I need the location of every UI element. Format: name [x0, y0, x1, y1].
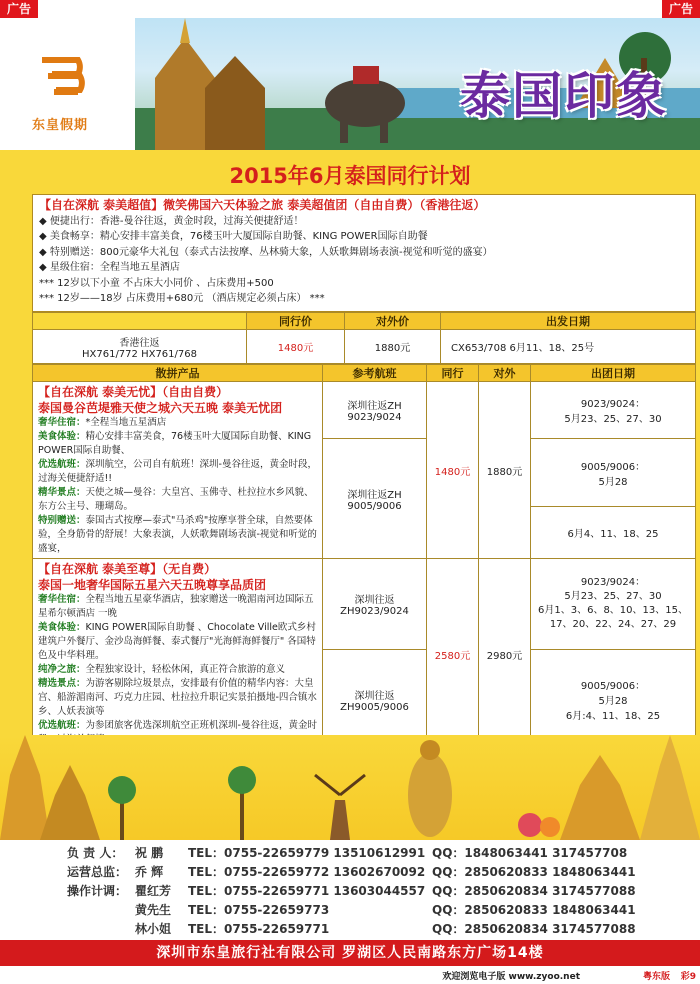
- featured-price-table: [32, 312, 696, 364]
- route-flights: HX761/772 HX761/768: [81, 348, 197, 360]
- product-1-flight-b: 深圳往返ZH 9005/9006: [323, 439, 427, 559]
- brand-logo: [0, 18, 135, 150]
- route-label: 香港往返: [119, 337, 160, 349]
- product-detail: 精选景点：为游客剔除垃圾景点，安排最有价值的精华内容：大皇宫、船游湄南河、巧克力庄园、杜拉拉升职记实景拍摄地-四合镇水乡、人妖表演等: [38, 678, 317, 717]
- contact-row: 黄先生 TEL：0755-22659773 QQ：2850620833 1848063441: [135, 903, 636, 917]
- products-table: [32, 364, 696, 750]
- product-1-peer: 1480元: [427, 382, 479, 559]
- featured-route: [33, 330, 247, 364]
- product-2-dates-b: 9005/9006： 5月28 6月:4、11、18、25: [531, 650, 696, 750]
- product-name: 泰国一地奢华国际五星六天五晚尊享品质团: [38, 578, 267, 592]
- contact-row: 运营总监： 乔 辉 TEL：0755-22659772 13602670092 QQ：2850620833 1848063441: [67, 865, 636, 879]
- page-number: 彩9: [680, 972, 696, 982]
- product-2-flight-b: 深圳往返 ZH9005/9006: [323, 650, 427, 750]
- bottom-scene-image: [0, 735, 700, 840]
- site-text: 欢迎浏览电子版 www.zyoo.net: [442, 972, 580, 982]
- header-departure: 出发日期: [441, 313, 696, 330]
- banner-title: 泰国印象: [460, 66, 668, 125]
- featured-departure: CX653/708 6月11、18、25号: [441, 330, 696, 364]
- product-1: [33, 382, 323, 559]
- header-product: 散拼产品: [33, 365, 323, 382]
- featured-heading: 【自在深航 泰美超值】微笑佛国六天体验之旅 泰美超值团（自由自费）（香港往返）: [39, 198, 486, 212]
- logo-text: 东皇假期: [32, 118, 89, 133]
- product-detail: 优选航班：为参团旅客优选深圳航空正班机深圳-曼谷往返，黄金时: [38, 720, 317, 731]
- logo-mark-icon: [38, 54, 94, 104]
- product-detail: 优选航班：深圳航空，公司自有航班！深圳-曼谷往返，黄金时段，过海关便捷舒适!!: [38, 459, 317, 484]
- product-2-peer: 2580元: [427, 559, 479, 750]
- featured-line: ◆ 美食畅享：精心安排丰富美食，76楼玉叶大厦国际自助餐、KING POWER国际自助餐: [39, 231, 428, 242]
- product-detail: 美食体验：KING POWER国际自助餐 、Chocolate Ville欧式乡村建筑户外餐厅、金沙岛海鲜餐、泰式餐厅"光海鲜海鲜餐厅" 各国特色及中华料理。: [38, 622, 316, 661]
- product-1-dates-a: 9023/9024： 5月23、25、27、30: [531, 382, 696, 439]
- featured-peer-price: 1480元: [247, 330, 345, 364]
- product-2-public: 2980元: [479, 559, 531, 750]
- header-banner: [0, 18, 700, 150]
- edition-text: 粤东版: [642, 972, 670, 982]
- product-1-flight-a: 深圳往返ZH 9023/9024: [323, 382, 427, 439]
- product-1-dates-b: 9005/9006： 5月28: [531, 439, 696, 507]
- header-peer: 同行: [427, 365, 479, 382]
- header-flight: 参考航班: [323, 365, 427, 382]
- product-detail: 奢华住宿：*全程当地五星酒店: [38, 417, 167, 428]
- product-detail: 美食体验：精心安排丰富美食，76楼玉叶大厦国际自助餐、KING POWER国际自助餐、: [38, 431, 312, 456]
- product-tag: 【自在深航 泰美无忧】（自由自费）: [38, 385, 229, 399]
- contacts: [0, 840, 700, 938]
- ad-label-right: 广告: [662, 0, 700, 18]
- product-detail: 奢华住宿：全程当地五星豪华酒店，独家赠送一晚湄南河边国际五星希尔顿酒店 一晚: [38, 594, 314, 619]
- featured-public-price: 1880元: [345, 330, 441, 364]
- contact-row: 林小姐 TEL：0755-22659771 QQ：2850620834 3174577088: [135, 922, 636, 936]
- product-1-public: 1880元: [479, 382, 531, 559]
- featured-line: ◆ 星级住宿：全程当地五星酒店: [39, 262, 180, 273]
- header-peer-price: 同行价: [247, 313, 345, 330]
- product-1-dates-c: 6月4、11、18、25: [531, 507, 696, 559]
- plan-title: 2015年6月泰国同行计划: [229, 164, 471, 188]
- ad-label-left: 广告: [0, 0, 38, 18]
- header-dates: 出团日期: [531, 365, 696, 382]
- temple-illustration: [0, 735, 700, 840]
- footer-bar: [0, 966, 700, 984]
- featured-line: *** 12岁以下小童 不占床大小同价 、占床费用+500: [39, 277, 274, 289]
- product-name: 泰国曼谷芭堤雅天使之城六天五晚 泰美无忧团: [38, 401, 283, 415]
- company-footer: 深圳市东皇旅行社有限公司 罗湖区人民南路东方广场14楼: [0, 940, 700, 966]
- contact-row: 操作计调： 瞿红芳 TEL：0755-22659771 13603044557 QQ：2850620834 3174577088: [67, 884, 636, 898]
- header-public: 对外: [479, 365, 531, 382]
- contact-row: 负 责 人： 祝 鹏 TEL：0755-22659779 13510612991 QQ：1848063441 317457708: [67, 846, 628, 860]
- product-detail: 精华景点：天使之城—曼谷：大皇宫、玉佛寺、杜拉拉水乡风貌、东方公主号、珊瑚岛。: [38, 487, 314, 512]
- featured-product: [32, 194, 696, 312]
- product-2-dates-a: 9023/9024： 5月23、25、27、30 6月1、3、6、8、10、13、15、17、20、22、24、27、29: [531, 559, 696, 650]
- featured-line: ◆ 特别赠送：800元豪华大礼包（泰式古法按摩、丛林骑大象，人妖歌舞剧场表演-视觉和听觉的盛宴）: [39, 246, 493, 258]
- featured-line: ◆ 便捷出行：香港-曼谷往返，黄金时段，过海关便捷舒适！: [39, 215, 304, 227]
- product-detail: 纯净之旅：全程独家设计，轻松休闲，真正符合旅游的意义: [38, 664, 286, 675]
- product-tag: 【自在深航 泰美至尊】（无自费）: [38, 562, 217, 576]
- product-2-flight-a: 深圳往返 ZH9023/9024: [323, 559, 427, 650]
- header-public-price: 对外价: [345, 313, 441, 330]
- product-detail: 特别赠送：泰国古式按摩—泰式"马杀鸡"按摩享誉全球，自然要体验，全身筋骨的舒展！大象表演，人妖歌舞剧场表演-视觉和听觉的盛宴，: [38, 515, 317, 554]
- featured-line: *** 12岁——18岁 占床费用+680元 （酒店规定必须占床） ***: [39, 293, 325, 304]
- product-2: [33, 559, 323, 750]
